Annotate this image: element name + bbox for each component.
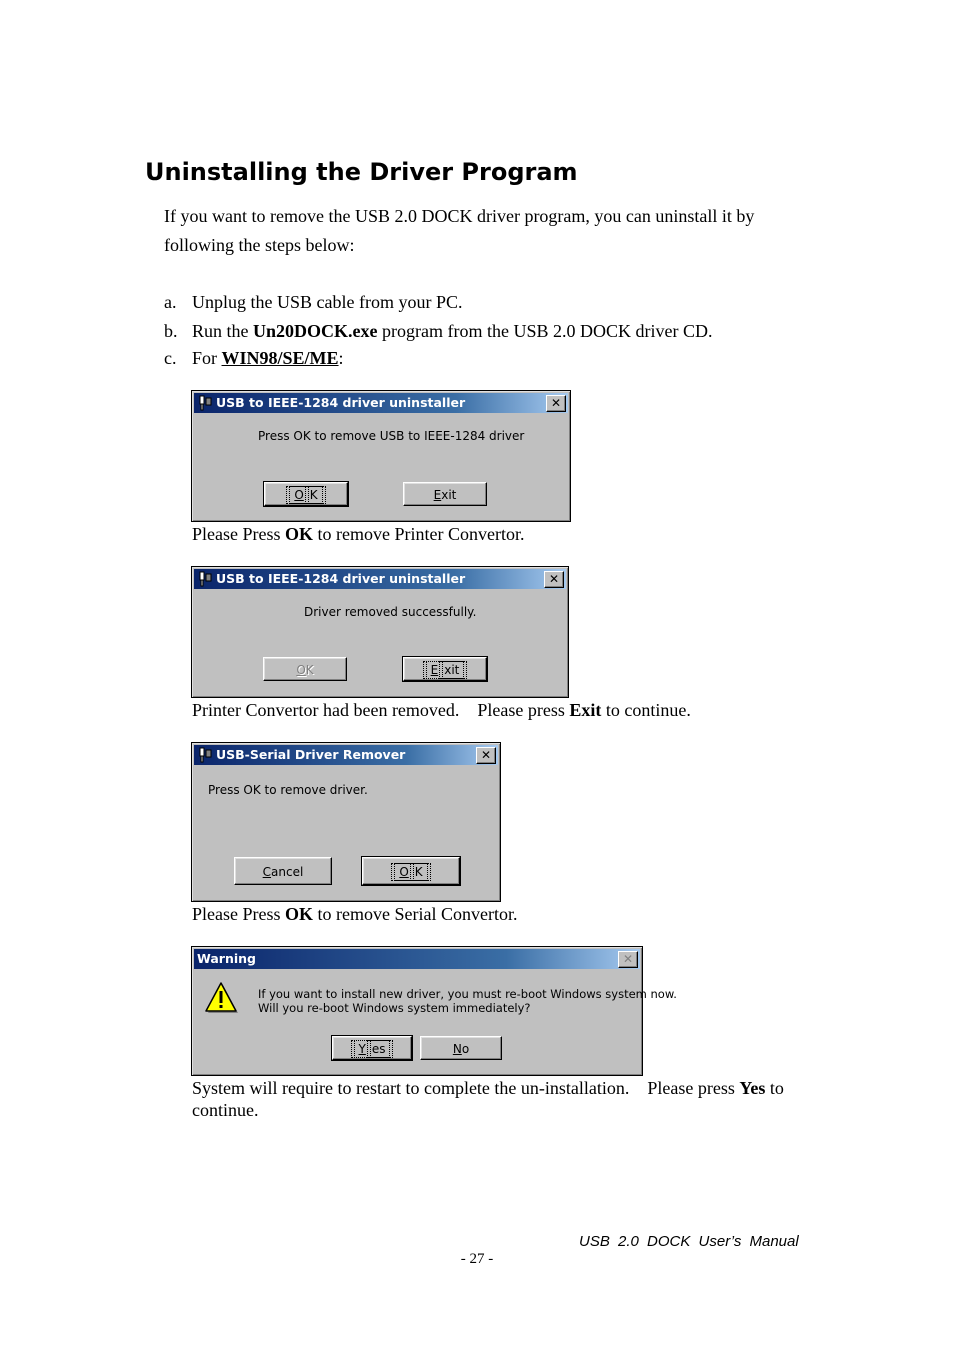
step-letter: c. bbox=[164, 348, 177, 368]
dialog-titlebar bbox=[194, 949, 640, 969]
usb-plug-icon bbox=[197, 571, 213, 587]
step-text: program from the USB 2.0 DOCK driver CD. bbox=[377, 321, 713, 341]
dialog-message: Press OK to remove USB to IEEE-1284 driver bbox=[258, 429, 525, 443]
intro-paragraph: If you want to remove the USB 2.0 DOCK driver program, you can uninstall it by following the steps below: bbox=[164, 206, 755, 255]
caption-3: Please Press OK to remove Serial Convertor. bbox=[192, 904, 518, 924]
dialog-message: Driver removed successfully. bbox=[304, 605, 477, 619]
cancel-button[interactable]: Cancel bbox=[234, 857, 332, 885]
ok-button[interactable]: O K bbox=[264, 482, 348, 506]
exit-button[interactable]: Exit bbox=[403, 482, 487, 506]
program-name: Un20DOCK.exe bbox=[253, 321, 378, 341]
dialog-titlebar bbox=[194, 569, 566, 589]
os-name: WIN98/SE/ME bbox=[221, 348, 339, 368]
dialog-titlebar bbox=[194, 393, 568, 413]
step-c bbox=[164, 347, 344, 369]
caption-4: System will require to restart to complete the un-installation. Please press Yes to continue. bbox=[192, 1078, 784, 1120]
step-text: Unplug the USB cable from your PC. bbox=[192, 292, 463, 312]
dialog-message: Press OK to remove driver. bbox=[208, 783, 368, 797]
close-icon[interactable]: ✕ bbox=[546, 395, 566, 412]
serial-driver-remover-dialog bbox=[191, 742, 501, 902]
caption-1: Please Press OK to remove Printer Convertor. bbox=[192, 524, 525, 544]
close-icon[interactable]: ✕ bbox=[544, 571, 564, 588]
step-letter: a. bbox=[164, 292, 177, 312]
step-text: : bbox=[338, 348, 344, 368]
step-a bbox=[164, 291, 462, 313]
ok-button[interactable]: O K bbox=[362, 857, 460, 885]
step-b bbox=[164, 320, 712, 342]
warning-icon bbox=[204, 982, 240, 1016]
close-icon: ✕ bbox=[618, 951, 638, 968]
dialog-message: If you want to install new driver, you must re-boot Windows system now. bbox=[258, 987, 677, 1001]
warning-dialog bbox=[191, 946, 677, 1076]
dialog-title: USB-Serial Driver Remover bbox=[216, 747, 406, 762]
usb-plug-icon bbox=[197, 747, 213, 763]
dialog-title: USB to IEEE-1284 driver uninstaller bbox=[216, 395, 466, 410]
exit-button[interactable]: E xit bbox=[403, 657, 487, 681]
dialog-message: Will you re-boot Windows system immediately? bbox=[258, 1001, 531, 1015]
dialog-titlebar bbox=[194, 745, 498, 765]
driver-removed-dialog bbox=[191, 566, 569, 698]
step-text: For bbox=[192, 348, 222, 368]
printer-uninstaller-dialog bbox=[191, 390, 571, 522]
usb-plug-icon bbox=[197, 395, 213, 411]
dialog-title: USB to IEEE-1284 driver uninstaller bbox=[216, 571, 466, 586]
ok-button[interactable]: OK bbox=[263, 657, 347, 681]
step-text: Run the bbox=[192, 321, 253, 341]
step-letter: b. bbox=[164, 321, 178, 341]
page-number: - 27 - bbox=[460, 1251, 494, 1267]
no-button[interactable]: No bbox=[420, 1036, 502, 1060]
dialog-title: Warning bbox=[197, 951, 256, 966]
yes-button[interactable]: Y es bbox=[332, 1036, 412, 1060]
manual-title: USB 2.0 DOCK User’s Manual bbox=[579, 1233, 799, 1250]
caption-2: Printer Convertor had been removed. Please press Exit to continue. bbox=[192, 700, 691, 720]
close-icon[interactable]: ✕ bbox=[476, 747, 496, 764]
page-title: Uninstalling the Driver Program bbox=[145, 158, 578, 186]
